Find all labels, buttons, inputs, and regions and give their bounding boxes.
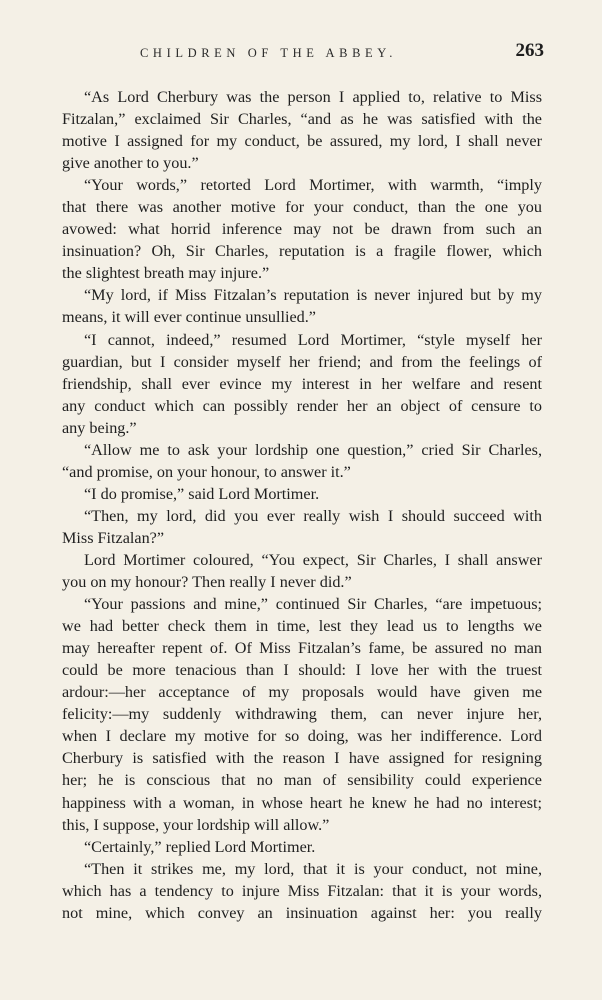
text-line: felicity:—my suddenly withdrawing them, can never injure her,: [62, 705, 542, 724]
text-line: insinuation? Oh, Sir Charles, reputation is a fragile flower, which: [62, 242, 542, 261]
text-line: that there was another motive for your conduct, than the one you: [62, 198, 542, 217]
text-line: “Your words,” retorted Lord Mortimer, with warmth, “imply: [84, 176, 542, 195]
text-line: could be more tenacious than I should: I love her with the truest: [62, 661, 542, 680]
text-line: motive I assigned for my conduct, be assured, my lord, I shall never: [62, 132, 542, 151]
paragraph: [62, 174, 542, 284]
text-line: “My lord, if Miss Fitzalan’s reputation is never injured but by my: [84, 286, 542, 305]
paragraph: [62, 483, 542, 505]
paragraph: [62, 858, 542, 924]
text-line: “and promise, on your honour, to answer it.”: [62, 462, 351, 481]
page-number: 263: [515, 40, 544, 61]
text-line: this, I suppose, your lordship will allow.”: [62, 815, 330, 834]
text-line: her; he is conscious that no man of sensibility could experience: [62, 771, 542, 790]
text-line: guardian, but I consider myself her friend; and from the feelings of: [62, 352, 542, 371]
paragraph: [62, 549, 542, 593]
text-line: happiness with a woman, in whose heart he knew he had no interest;: [62, 793, 542, 812]
text-line: ardour:—her acceptance of my proposals would have given me: [62, 683, 542, 702]
text-line: may hereafter repent of. Of Miss Fitzalan’s fame, be assured no man: [62, 639, 542, 658]
text-line: “Certainly,” replied Lord Mortimer.: [84, 837, 316, 856]
text-line: friendship, shall ever evince my interest in her welfare and resent: [62, 374, 542, 393]
paragraph: [62, 439, 542, 483]
text-line: when I declare my motive for so doing, was her indifference. Lord: [62, 727, 542, 746]
text-line: the slightest breath may injure.”: [62, 264, 270, 283]
text-line: “Then it strikes me, my lord, that it is your conduct, not mine,: [84, 859, 542, 878]
text-line: we had better check them in time, lest they lead us to lengths we: [62, 617, 542, 636]
text-line: “I do promise,” said Lord Mortimer.: [84, 484, 320, 503]
paragraph: [62, 836, 542, 858]
paragraph: [62, 593, 542, 836]
text-line: which has a tendency to injure Miss Fitzalan: that it is your words,: [62, 881, 542, 900]
body-text: [62, 86, 542, 924]
paragraph: [62, 505, 542, 549]
text-line: “Then, my lord, did you ever really wish I should succeed with: [84, 506, 542, 525]
text-line: “Your passions and mine,” continued Sir Charles, “are impetuous;: [84, 595, 542, 614]
text-line: means, it will ever continue unsullied.”: [62, 308, 316, 327]
text-line: Miss Fitzalan?”: [62, 528, 165, 547]
text-line: “As Lord Cherbury was the person I applied to, relative to Miss: [84, 88, 542, 106]
running-head: CHILDREN OF THE ABBEY.: [140, 46, 398, 60]
text-line: “Allow me to ask your lordship one question,” cried Sir Charles,: [84, 440, 542, 459]
paragraph: [62, 284, 542, 328]
text-line: you on my honour? Then really I never did.”: [62, 573, 352, 592]
paragraph: [62, 86, 542, 174]
text-line: Fitzalan,” exclaimed Sir Charles, “and as he was satisfied with the: [62, 110, 542, 129]
text-line: give another to you.”: [62, 154, 199, 173]
paragraph: [62, 329, 542, 439]
text-line: “I cannot, indeed,” resumed Lord Mortimer, “style myself her: [84, 330, 542, 349]
text-line: Cherbury is satisfied with the reason I have assigned for resigning: [62, 749, 542, 768]
text-line: not mine, which convey an insinuation against her: you really: [62, 903, 542, 922]
text-line: avowed: what horrid inference may not be drawn from such an: [62, 220, 542, 239]
text-line: Lord Mortimer coloured, “You expect, Sir Charles, I shall answer: [84, 550, 542, 569]
text-line: any conduct which can possibly render her an object of censure to: [62, 396, 542, 415]
page-header: [0, 40, 602, 68]
text-line: any being.”: [62, 418, 137, 437]
